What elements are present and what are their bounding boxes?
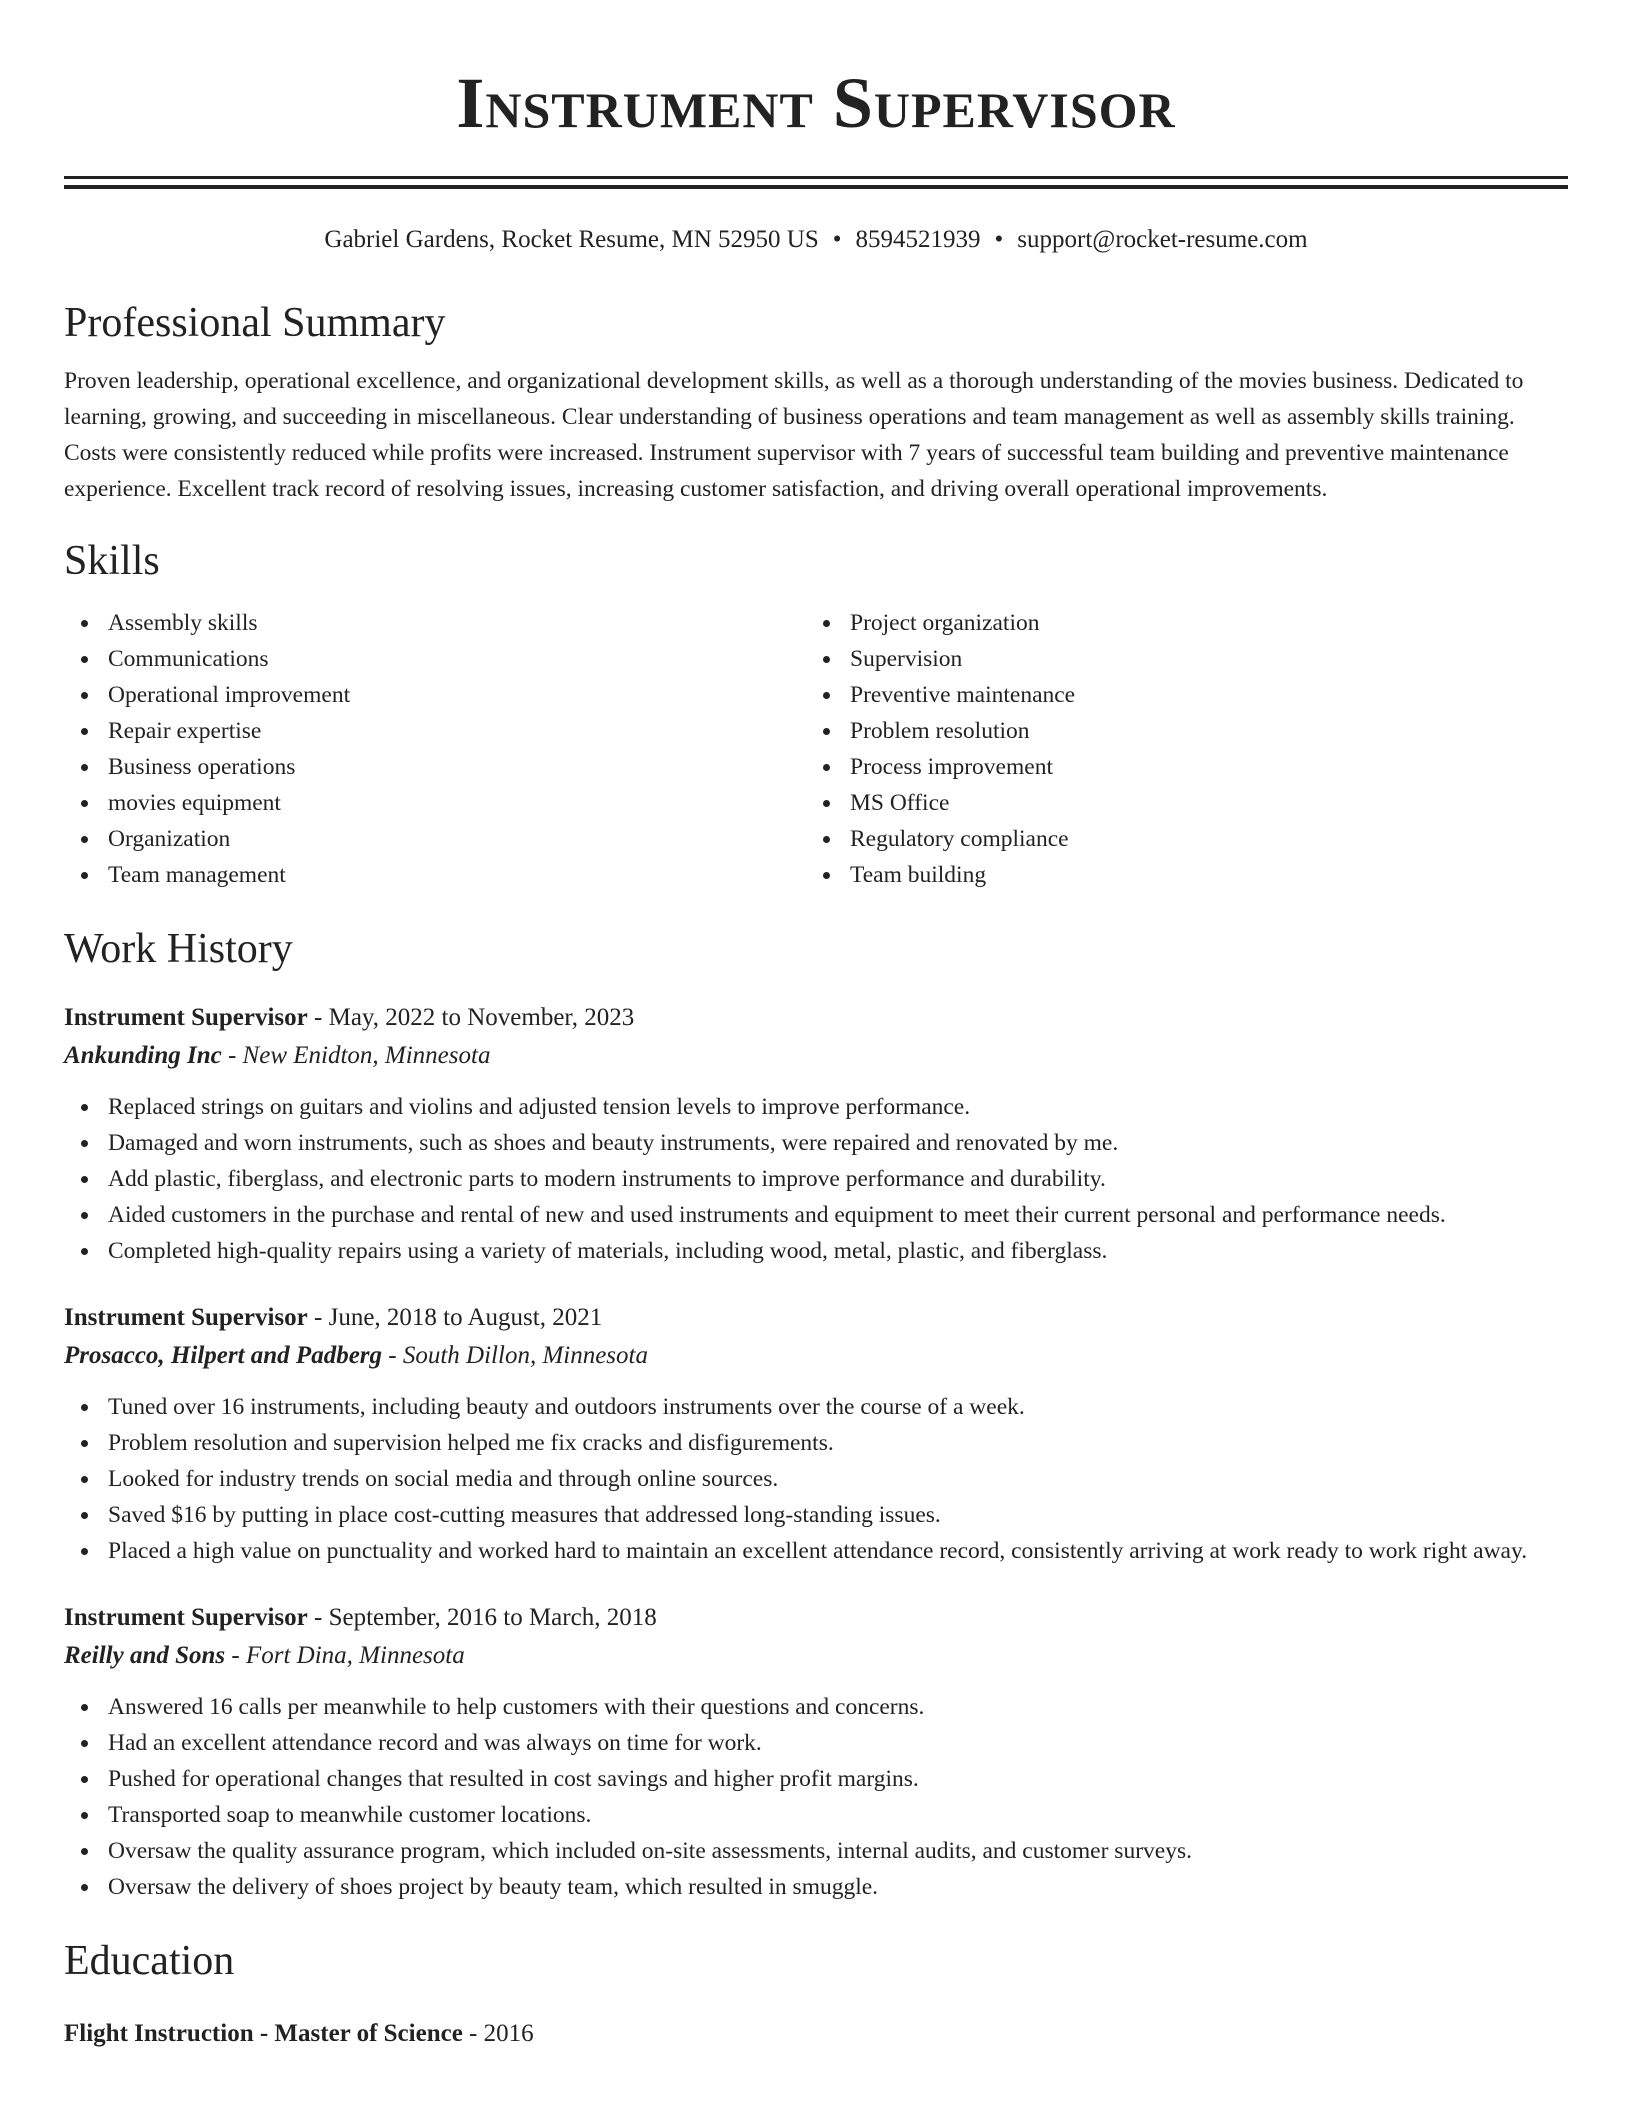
- education-entry: [64, 2015, 1568, 2053]
- job-location: - New Enidton, Minnesota: [221, 1042, 491, 1069]
- job-title-line: [64, 1299, 1568, 1337]
- education-year: - 2016: [462, 2020, 534, 2047]
- job-duty: Looked for industry trends on social media and through online sources.: [64, 1461, 1568, 1497]
- job-company-line: [64, 1337, 1568, 1375]
- contact-separator: •: [994, 226, 1004, 253]
- skills-list: [64, 605, 1568, 893]
- skill-item: Business operations: [64, 749, 806, 785]
- job-entry: [64, 999, 1568, 1269]
- job-entry: [64, 1299, 1568, 1569]
- work-history-heading: Work History: [64, 926, 293, 972]
- job-role: Instrument Supervisor: [64, 1304, 308, 1331]
- job-duty: Answered 16 calls per meanwhile to help customers with their questions and concerns.: [64, 1689, 1568, 1725]
- job-duties: [64, 1389, 1568, 1569]
- skill-item: Team management: [64, 857, 806, 893]
- skill-item: Communications: [64, 641, 806, 677]
- job-duty: Oversaw the quality assurance program, which included on-site assessments, internal audits, and customer surveys.: [64, 1833, 1568, 1869]
- summary-text: Proven leadership, operational excellence, and organizational development skills, as well as a thorough understanding of the movies business. Dedicated to learning, growing, and succeeding in miscellaneous. Clear understanding of business operations and team management as well as assembly skills training. Costs were consistently reduced while profits were increased. Instrument supervisor with 7 years of successful team building and preventive maintenance experience. Excellent track record of resolving issues, increasing customer satisfaction, and driving overall operational improvements.: [64, 368, 1524, 502]
- resume-name: Instrument Supervisor: [456, 63, 1176, 143]
- education-school: Flight Instruction: [64, 2020, 254, 2047]
- education-degree: - Master of Science: [253, 2020, 463, 2047]
- job-duties: [64, 1689, 1568, 1905]
- job-duty: Tuned over 16 instruments, including beauty and outdoors instruments over the course of a week.: [64, 1389, 1568, 1425]
- skill-item: Regulatory compliance: [806, 821, 1548, 857]
- job-company: Prosacco, Hilpert and Padberg: [64, 1342, 383, 1369]
- skill-item: Supervision: [806, 641, 1548, 677]
- skill-item: Project organization: [806, 605, 1548, 641]
- job-duty: Saved $16 by putting in place cost-cutting measures that addressed long-standing issues.: [64, 1497, 1568, 1533]
- skills-column-right: [806, 605, 1548, 893]
- job-duty: Problem resolution and supervision helped me fix cracks and disfigurements.: [64, 1425, 1568, 1461]
- job-company: Reilly and Sons: [64, 1642, 226, 1669]
- header-rule-top: [64, 176, 1568, 179]
- job-duties: [64, 1089, 1568, 1269]
- job-entry: [64, 1599, 1568, 1905]
- job-company-line: [64, 1037, 1568, 1075]
- summary-heading: Professional Summary: [64, 300, 446, 346]
- skill-item: Repair expertise: [64, 713, 806, 749]
- skill-item: MS Office: [806, 785, 1548, 821]
- skill-item: Problem resolution: [806, 713, 1548, 749]
- contact-phone: 8594521939: [855, 226, 981, 253]
- skills-heading: Skills: [64, 538, 160, 584]
- job-duty: Pushed for operational changes that resulted in cost savings and higher profit margins.: [64, 1761, 1568, 1797]
- job-location: - Fort Dina, Minnesota: [225, 1642, 465, 1669]
- skills-column-left: [64, 605, 806, 893]
- job-duty: Replaced strings on guitars and violins and adjusted tension levels to improve performance.: [64, 1089, 1568, 1125]
- skill-item: Preventive maintenance: [806, 677, 1548, 713]
- job-duty: Had an excellent attendance record and was always on time for work.: [64, 1725, 1568, 1761]
- contact-address: Gabriel Gardens, Rocket Resume, MN 52950 US: [324, 226, 819, 253]
- job-duty: Placed a high value on punctuality and worked hard to maintain an excellent attendance record, consistently arriving at work ready to work right away.: [64, 1533, 1568, 1569]
- header-rule-bottom: [64, 185, 1568, 189]
- job-duty: Add plastic, fiberglass, and electronic parts to modern instruments to improve performance and durability.: [64, 1161, 1568, 1197]
- job-title-line: [64, 1599, 1568, 1637]
- job-role: Instrument Supervisor: [64, 1004, 308, 1031]
- job-dates: - June, 2018 to August, 2021: [307, 1304, 603, 1331]
- job-duty: Transported soap to meanwhile customer locations.: [64, 1797, 1568, 1833]
- job-role: Instrument Supervisor: [64, 1604, 308, 1631]
- job-dates: - May, 2022 to November, 2023: [307, 1004, 635, 1031]
- job-company: Ankunding Inc: [64, 1042, 222, 1069]
- skill-item: movies equipment: [64, 785, 806, 821]
- job-dates: - September, 2016 to March, 2018: [307, 1604, 657, 1631]
- skill-item: Operational improvement: [64, 677, 806, 713]
- skill-item: Process improvement: [806, 749, 1548, 785]
- contact-email: support@rocket-resume.com: [1017, 226, 1308, 253]
- job-duty: Damaged and worn instruments, such as shoes and beauty instruments, were repaired and renovated by me.: [64, 1125, 1568, 1161]
- contact-separator: •: [832, 226, 842, 253]
- contact-line: [64, 223, 1568, 257]
- job-company-line: [64, 1637, 1568, 1675]
- job-title-line: [64, 999, 1568, 1037]
- job-duty: Completed high-quality repairs using a variety of materials, including wood, metal, plastic, and fiberglass.: [64, 1233, 1568, 1269]
- job-duty: Aided customers in the purchase and rental of new and used instruments and equipment to meet their current personal and performance needs.: [64, 1197, 1568, 1233]
- education-heading: Education: [64, 1938, 235, 1984]
- skill-item: Organization: [64, 821, 806, 857]
- job-duty: Oversaw the delivery of shoes project by beauty team, which resulted in smuggle.: [64, 1869, 1568, 1905]
- skill-item: Team building: [806, 857, 1548, 893]
- job-location: - South Dillon, Minnesota: [382, 1342, 648, 1369]
- skill-item: Assembly skills: [64, 605, 806, 641]
